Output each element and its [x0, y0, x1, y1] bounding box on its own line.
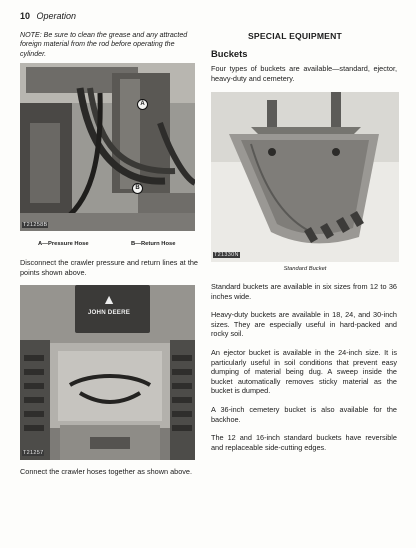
- callout-a: A: [137, 99, 148, 110]
- special-equipment-heading: SPECIAL EQUIPMENT: [248, 31, 342, 41]
- label-return-hose: B—Return Hose: [131, 241, 176, 247]
- bucket-caption: Standard Bucket: [283, 266, 327, 272]
- bucket-photo-id: T21330N: [214, 252, 239, 258]
- connect-text: Connect the crawler hoses together as shown above.: [20, 467, 192, 476]
- page-header: [20, 11, 76, 21]
- section-title: Operation: [36, 11, 77, 21]
- buckets-intro-text: Four types of buckets are available—standard, ejector, heavy-duty and cemetery.: [211, 64, 397, 83]
- paragraph-reversible: The 12 and 16-inch standard buckets have reversible and replaceable side-cutting edges.: [211, 433, 397, 452]
- paragraph-standard: Standard buckets are available in six sizes from 12 to 36 inches wide.: [211, 282, 397, 301]
- crawler-photo: [20, 285, 195, 460]
- paragraph-ejector: An ejector bucket is available in the 24-inch size. It is particularly useful in soil conditions that prevent easy dumping of material being dug. A sweep inside the bucket automatically removes sticky material as the bucket is dumped.: [211, 347, 397, 396]
- deer-logo-icon: ▲: [102, 291, 116, 307]
- buckets-paragraphs: [211, 282, 397, 452]
- paragraph-heavy-duty: Heavy-duty buckets are available in 18, 24, and 30-inch sizes. They are especially useful in hard-packed and rocky soil.: [211, 310, 397, 339]
- callout-b: B: [132, 183, 143, 194]
- hose-photo: [20, 63, 195, 231]
- bucket-photo: [211, 92, 399, 262]
- note-label: NOTE:: [20, 31, 42, 39]
- hose-photo-illustration: [20, 63, 195, 231]
- bucket-illustration: [211, 92, 399, 262]
- label-pressure-hose: A—Pressure Hose: [38, 241, 89, 247]
- note: [20, 31, 198, 59]
- photo-id-2: T21257: [23, 450, 44, 456]
- photo-id: T21258B: [23, 222, 48, 228]
- hose-labels: [38, 241, 198, 247]
- page-number: 10: [20, 11, 31, 21]
- brand-name: JOHN DEERE: [87, 309, 131, 316]
- buckets-heading: Buckets: [211, 48, 248, 59]
- disconnect-text: Disconnect the crawler pressure and return lines at the points shown above.: [20, 258, 198, 277]
- paragraph-cemetery: A 36-inch cemetery bucket is also available for the backhoe.: [211, 404, 397, 424]
- note-text: Be sure to clean the grease and any attracted foreign material from the rod before operating the cylinder.: [20, 31, 188, 58]
- deere-badge: [82, 289, 136, 327]
- buckets-intro: [211, 64, 397, 83]
- disconnect-paragraph: [20, 258, 198, 277]
- connect-paragraph: [20, 467, 198, 477]
